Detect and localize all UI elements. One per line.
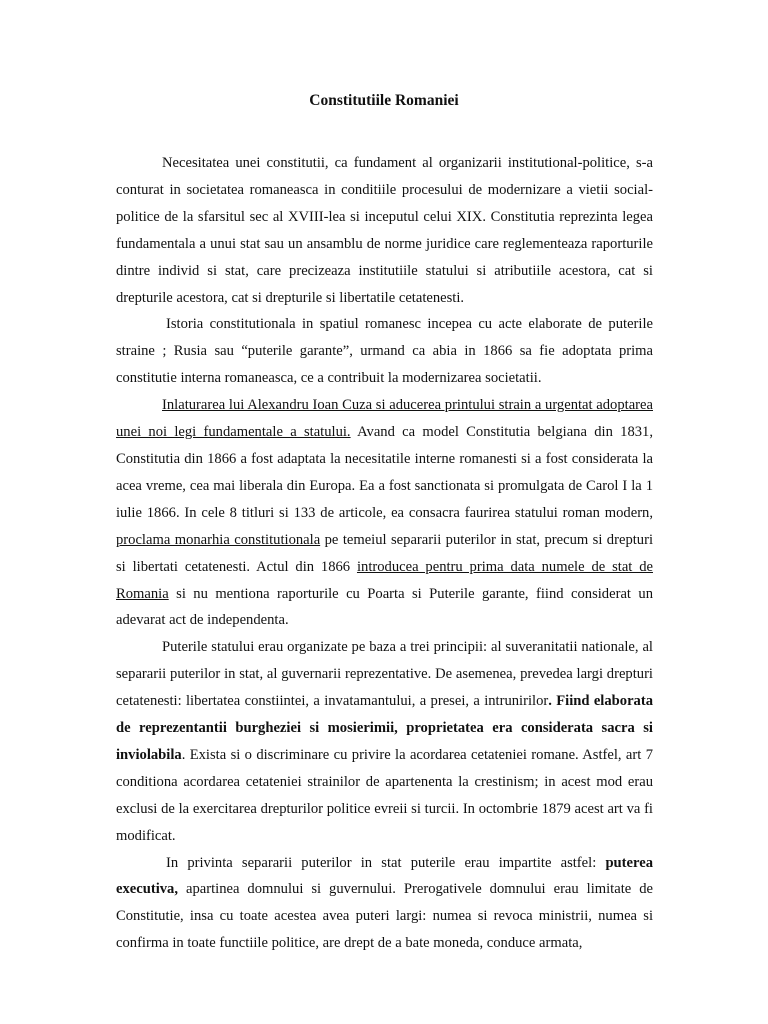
paragraph-3: [116, 392, 653, 634]
paragraph-3-text: Avand ca model Constitutia belgiana din 1831, Constitutia din 1866 a fost adaptata la necesitatile interne romanesti si a fost considerata la acea vreme, cea mai liberala din Europa. Ea a fost sanctionata si promulgata de Carol I la 1 iulie 1866. In cele 8 titluri si 133 de articole, ea consacra faurirea statului roman modern,: [116, 424, 653, 521]
paragraph-5-text: apartinea domnului si guvernului. Prerogativele domnului erau limitate de Constitutie, insa cu toate acestea avea puteri largi: numea si revoca ministrii, numea si confirma in toate functiile politice, are drept de a bate moneda, conduce armata,: [116, 881, 653, 952]
document-body: [116, 150, 653, 957]
paragraph-2-text: Istoria constitutionala in spatiul romanesc incepea cu acte elaborate de puterile straine ; Rusia sau “puterile garante”, urmand ca abia in 1866 sa fie adoptata prima constitutie interna romaneasca, ce a contribuit la modernizarea societatii.: [116, 316, 653, 387]
page-title: Constitutiile Romaniei: [309, 92, 459, 109]
bold-text: . Fiind elaborata de reprezentantii burgheziei si mosierimii, proprietatea era considerata sacra si inviolabila: [116, 693, 654, 763]
paragraph-3-text: pe temeiul separarii puterilor in stat, precum si drepturi si libertati cetatenesti. Actul din 1866: [116, 531, 654, 575]
paragraph-1-text: Necesitatea unei constitutii, ca fundament al organizarii institutional-politice, s-a conturat in societatea romaneasca in conditiile procesului de modernizare a vietii social-politice de la sfarsitul sec al XVIII-lea si inceputul celui XIX. Constitutia reprezinta legea fundamentala a unui stat sau un ansamblu de norme juridice care reglementeaza raporturile dintre individ si stat, care precizeaza institutiile statului si atributiile acestora, cat si drepturile acestora, cat si drepturile si libertatile cetatenesti.: [116, 155, 653, 306]
paragraph-5-text: In privinta separarii puterilor in stat puterile erau impartite astfel:: [166, 854, 606, 871]
paragraph-4-text: . Exista si o discriminare cu privire la acordarea cetateniei romane. Astfel, art 7 conditiona acordarea cetateniei strainilor de apartenenta la crestinism; in acest mod erau exclusi de la exercitarea drepturilor politice evreii si turcii. In octombrie 1879 acest art va fi modificat.: [116, 746, 653, 844]
paragraph-4-text: Puterile statului erau organizate pe baza a trei principii: al suveranitatii nationale, al separarii puterilor in stat, al guvernarii reprezentative. De asemenea, prevedea largi drepturi cetatenesti: libertatea constiintei, a invatamantului, a presei, a intrunirilor: [116, 639, 653, 710]
paragraph-5: [116, 850, 653, 958]
paragraph-4: [116, 634, 653, 849]
underlined-text: proclama monarhia constitutionala: [116, 531, 321, 548]
underlined-text: Inlaturarea lui Alexandru Ioan Cuza si aducerea printului strain a urgentat adoptarea unei noi legi fundamentale a statului.: [116, 397, 653, 441]
paragraph-3-text: si nu mentiona raporturile cu Poarta si Puterile garante, fiind considerat un adevarat act de independenta.: [116, 585, 653, 629]
bold-text: puterea executiva,: [116, 854, 653, 898]
underlined-text: introducea pentru prima data numele de stat de Romania: [116, 558, 653, 602]
paragraph-2: [116, 311, 653, 392]
paragraph-1: [116, 150, 653, 311]
